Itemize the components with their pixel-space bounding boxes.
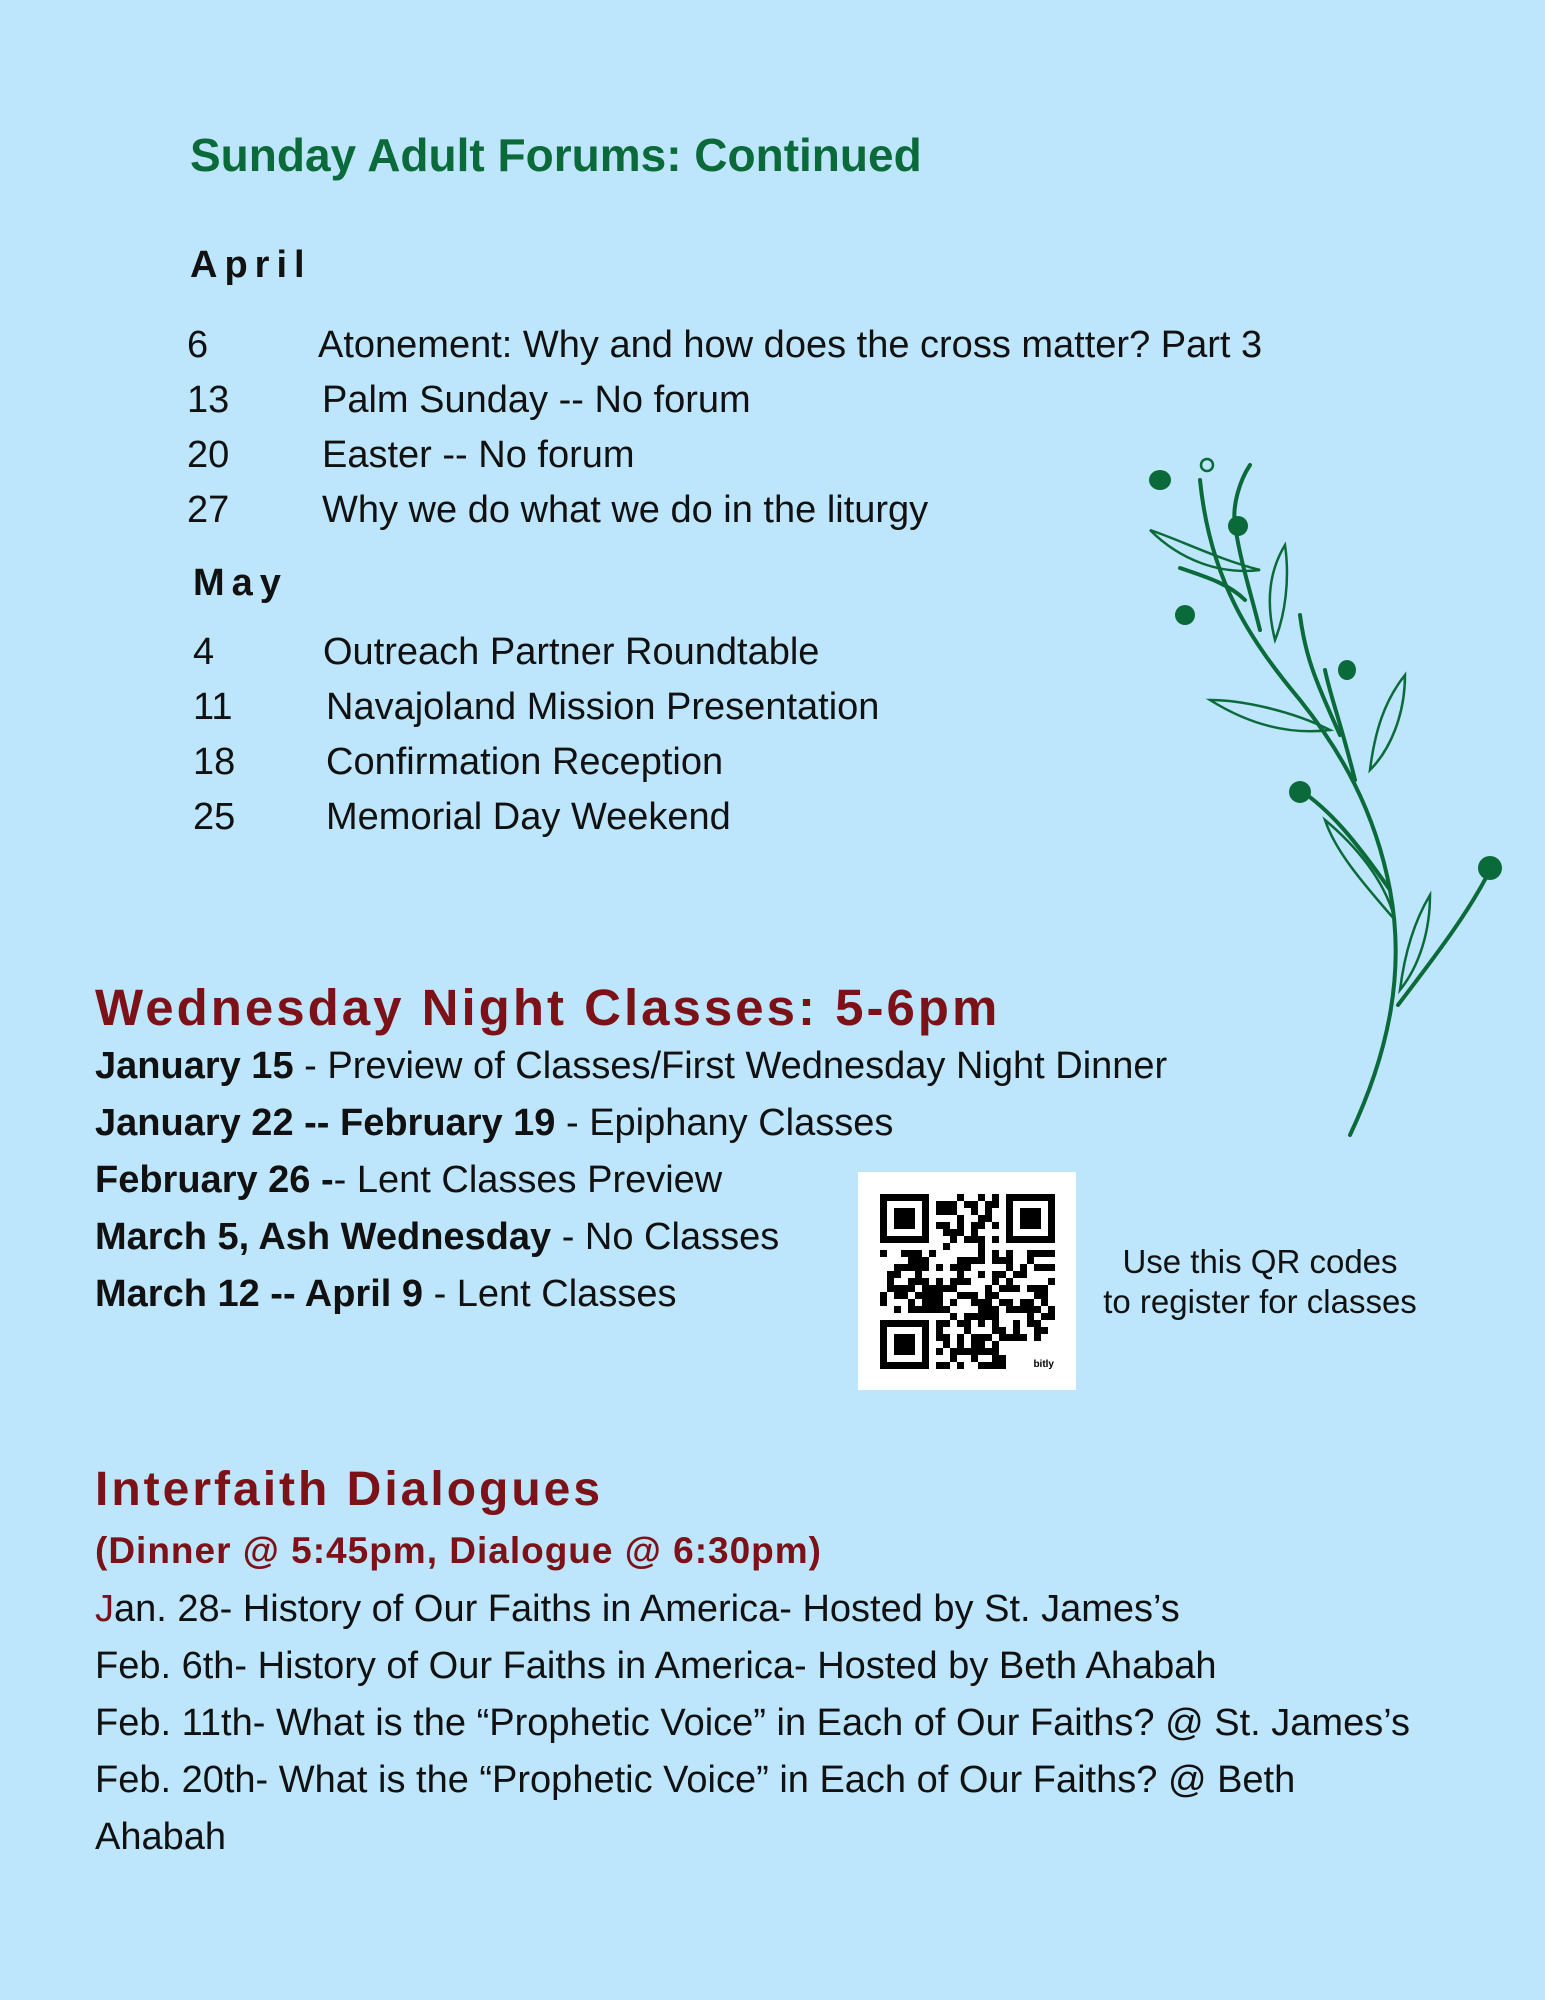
leaf-sprig-icon bbox=[1140, 450, 1520, 1150]
april-heading: April bbox=[190, 244, 312, 286]
class-date: February 26 - bbox=[95, 1159, 334, 1201]
qr-code-icon bbox=[858, 1172, 1076, 1390]
forum-topic: Outreach Partner Roundtable bbox=[323, 631, 820, 673]
qr-brand-label: bitly bbox=[1033, 1359, 1054, 1370]
forum-topic: Confirmation Reception bbox=[326, 741, 724, 783]
qr-instructions-line: to register for classes bbox=[1103, 1283, 1417, 1320]
forum-date: 20 bbox=[187, 434, 230, 476]
forum-topic: Navajoland Mission Presentation bbox=[326, 686, 880, 728]
class-schedule-line bbox=[95, 1102, 893, 1145]
class-description: - Lent Classes Preview bbox=[333, 1159, 723, 1201]
forum-topic: Why we do what we do in the liturgy bbox=[322, 489, 929, 531]
forum-date: 6 bbox=[187, 324, 209, 366]
class-schedule-line bbox=[95, 1045, 1167, 1088]
dialogue-text: an. 28- History of Our Faiths in America- Hosted by St. James’s bbox=[114, 1588, 1180, 1630]
interfaith-title: Interfaith Dialogues bbox=[95, 1463, 604, 1516]
dialogue-line bbox=[95, 1588, 1180, 1631]
forum-topic: Palm Sunday -- No forum bbox=[322, 379, 751, 421]
qr-instructions-line: Use this QR codes bbox=[1122, 1243, 1398, 1280]
dialogue-line: Feb. 20th- What is the “Prophetic Voice” in Each of Our Faiths? @ Beth bbox=[95, 1759, 1296, 1801]
class-description: - No Classes bbox=[551, 1216, 780, 1258]
forum-date: 4 bbox=[193, 631, 215, 673]
dialogue-first-letter: J bbox=[95, 1588, 114, 1630]
class-schedule-line bbox=[95, 1216, 779, 1259]
forum-topic: Easter -- No forum bbox=[322, 434, 635, 476]
class-date: January 15 bbox=[95, 1045, 294, 1087]
registration-qr-code[interactable] bbox=[858, 1172, 1076, 1390]
forum-topic: Atonement: Why and how does the cross matter? Part 3 bbox=[318, 324, 1263, 366]
class-date: January 22 -- February 19 bbox=[95, 1102, 556, 1144]
may-heading: May bbox=[193, 562, 288, 604]
forum-date: 11 bbox=[193, 686, 233, 728]
dialogue-line: Ahabah bbox=[95, 1816, 227, 1858]
forums-title: Sunday Adult Forums: Continued bbox=[190, 129, 922, 181]
class-schedule-line bbox=[95, 1273, 676, 1316]
dialogue-line: Feb. 6th- History of Our Faiths in America- Hosted by Beth Ahabah bbox=[95, 1645, 1217, 1687]
class-date: March 12 -- April 9 bbox=[95, 1273, 424, 1315]
class-schedule-line bbox=[95, 1159, 722, 1202]
forum-date: 25 bbox=[193, 796, 236, 838]
qr-instructions bbox=[1080, 1242, 1440, 1322]
class-description: - Lent Classes bbox=[423, 1273, 677, 1315]
forum-date: 18 bbox=[193, 741, 236, 783]
class-description: - Preview of Classes/First Wednesday Night Dinner bbox=[293, 1045, 1168, 1087]
forum-date: 27 bbox=[187, 489, 230, 531]
class-description: - Epiphany Classes bbox=[555, 1102, 894, 1144]
wednesday-title: Wednesday Night Classes: 5-6pm bbox=[95, 979, 1001, 1036]
class-date: March 5, Ash Wednesday bbox=[95, 1216, 552, 1258]
dialogue-line: Feb. 11th- What is the “Prophetic Voice” in Each of Our Faiths? @ St. James’s bbox=[95, 1702, 1410, 1744]
forum-topic: Memorial Day Weekend bbox=[326, 796, 731, 838]
forum-date: 13 bbox=[187, 379, 230, 421]
interfaith-subtitle: (Dinner @ 5:45pm, Dialogue @ 6:30pm) bbox=[95, 1530, 823, 1571]
